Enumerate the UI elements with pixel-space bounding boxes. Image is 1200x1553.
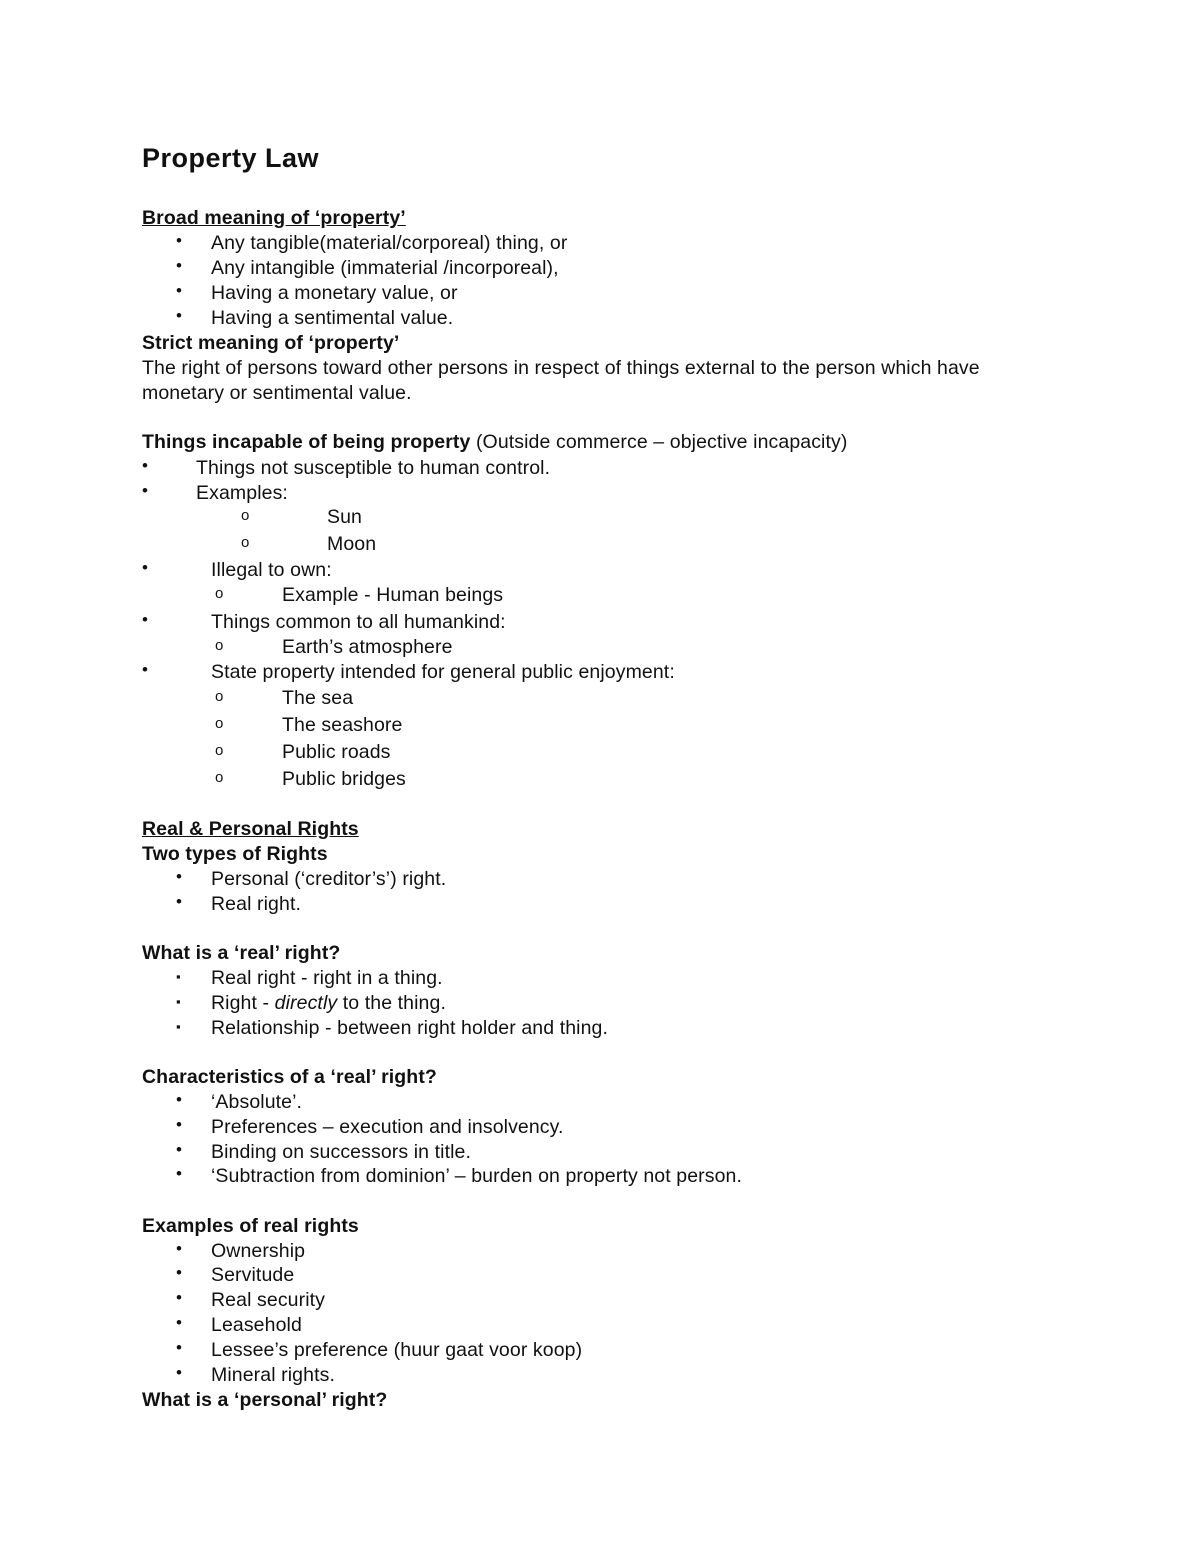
strict-meaning-text: monetary or sentimental value. xyxy=(142,382,412,404)
broad-item: Any tangible(material/corporeal) thing, or xyxy=(211,232,568,254)
characteristic-item: ‘Subtraction from dominion’ – burden on property not person. xyxy=(211,1165,742,1187)
bullet-marker: • xyxy=(176,1140,182,1159)
item-emphasis: directly xyxy=(274,992,338,1014)
bullet-marker: • xyxy=(176,1239,182,1258)
characteristic-item: Preferences – execution and insolvency. xyxy=(211,1116,564,1138)
example-subitem: The sea xyxy=(282,687,354,709)
circle-marker: o xyxy=(215,769,224,786)
what-real-item: Real right - right in a thing. xyxy=(211,967,443,989)
example-subitem: Public bridges xyxy=(282,768,406,790)
incapable-item: Examples: xyxy=(196,482,288,504)
strict-meaning-text: The right of persons toward other persons in respect of things external to the person which have xyxy=(142,357,980,379)
circle-marker: o xyxy=(241,534,250,551)
circle-marker: o xyxy=(215,688,224,705)
square-marker: ▪ xyxy=(176,1019,181,1034)
bullet-marker: • xyxy=(176,281,182,300)
bullet-marker: • xyxy=(176,256,182,275)
example-item: Servitude xyxy=(211,1264,295,1286)
bullet-marker: • xyxy=(176,867,182,886)
bullet-marker: • xyxy=(176,231,182,250)
incapable-item: Illegal to own: xyxy=(211,559,332,581)
what-real-item: Relationship - between right holder and thing. xyxy=(211,1017,609,1039)
circle-marker: o xyxy=(215,742,224,759)
item-text: to the thing. xyxy=(337,992,446,1014)
incapable-note: (Outside commerce – objective incapacity) xyxy=(470,431,848,453)
example-item: Ownership xyxy=(211,1240,306,1262)
incapable-heading-line xyxy=(142,430,847,455)
what-personal-heading: What is a ‘personal’ right? xyxy=(142,1389,388,1411)
item-text: Right - xyxy=(211,992,275,1014)
rights-heading: Real & Personal Rights xyxy=(142,818,359,840)
bullet-marker: • xyxy=(142,481,148,500)
bullet-marker: • xyxy=(176,1164,182,1183)
circle-marker: o xyxy=(241,507,250,524)
example-subitem: The seashore xyxy=(282,714,403,736)
example-subitem: Sun xyxy=(327,506,362,528)
bullet-marker: • xyxy=(176,1090,182,1109)
incapable-heading: Things incapable of being property xyxy=(142,431,471,453)
strict-meaning-heading: Strict meaning of ‘property’ xyxy=(142,332,400,354)
two-types-item: Personal (‘creditor’s’) right. xyxy=(211,868,447,890)
example-item: Lessee’s preference (huur gaat voor koop) xyxy=(211,1339,583,1361)
bullet-marker: • xyxy=(142,558,148,577)
examples-heading: Examples of real rights xyxy=(142,1215,359,1237)
bullet-marker: • xyxy=(176,1338,182,1357)
page-title: Property Law xyxy=(142,143,320,173)
two-types-heading: Two types of Rights xyxy=(142,843,328,865)
characteristic-item: ‘Absolute’. xyxy=(211,1091,303,1113)
characteristics-heading: Characteristics of a ‘real’ right? xyxy=(142,1066,437,1088)
what-real-item xyxy=(211,991,446,1016)
bullet-marker: • xyxy=(176,1363,182,1382)
bullet-marker: • xyxy=(176,1263,182,1282)
incapable-item: State property intended for general public enjoyment: xyxy=(211,661,675,683)
circle-marker: o xyxy=(215,585,224,602)
bullet-marker: • xyxy=(142,660,148,679)
incapable-item: Things not susceptible to human control. xyxy=(196,457,551,479)
incapable-item: Things common to all humankind: xyxy=(211,611,506,633)
bullet-marker: • xyxy=(176,1313,182,1332)
broad-item: Having a sentimental value. xyxy=(211,307,454,329)
example-item: Real security xyxy=(211,1289,326,1311)
bullet-marker: • xyxy=(142,610,148,629)
square-marker: ▪ xyxy=(176,969,181,984)
example-subitem: Public roads xyxy=(282,741,391,763)
circle-marker: o xyxy=(215,637,224,654)
bullet-marker: • xyxy=(176,1115,182,1134)
bullet-marker: • xyxy=(176,1288,182,1307)
example-subitem: Moon xyxy=(327,533,377,555)
bullet-marker: • xyxy=(142,456,148,475)
bullet-marker: • xyxy=(176,892,182,911)
example-item: Leasehold xyxy=(211,1314,302,1336)
example-subitem: Example - Human beings xyxy=(282,584,504,606)
square-marker: ▪ xyxy=(176,994,181,1009)
characteristic-item: Binding on successors in title. xyxy=(211,1141,471,1163)
bullet-marker: • xyxy=(176,306,182,325)
what-real-heading: What is a ‘real’ right? xyxy=(142,942,341,964)
broad-meaning-heading: Broad meaning of ‘property’ xyxy=(142,207,406,229)
two-types-item: Real right. xyxy=(211,893,301,915)
example-subitem: Earth’s atmosphere xyxy=(282,636,453,658)
example-item: Mineral rights. xyxy=(211,1364,335,1386)
broad-item: Any intangible (immaterial /incorporeal), xyxy=(211,257,559,279)
broad-item: Having a monetary value, or xyxy=(211,282,458,304)
circle-marker: o xyxy=(215,715,224,732)
